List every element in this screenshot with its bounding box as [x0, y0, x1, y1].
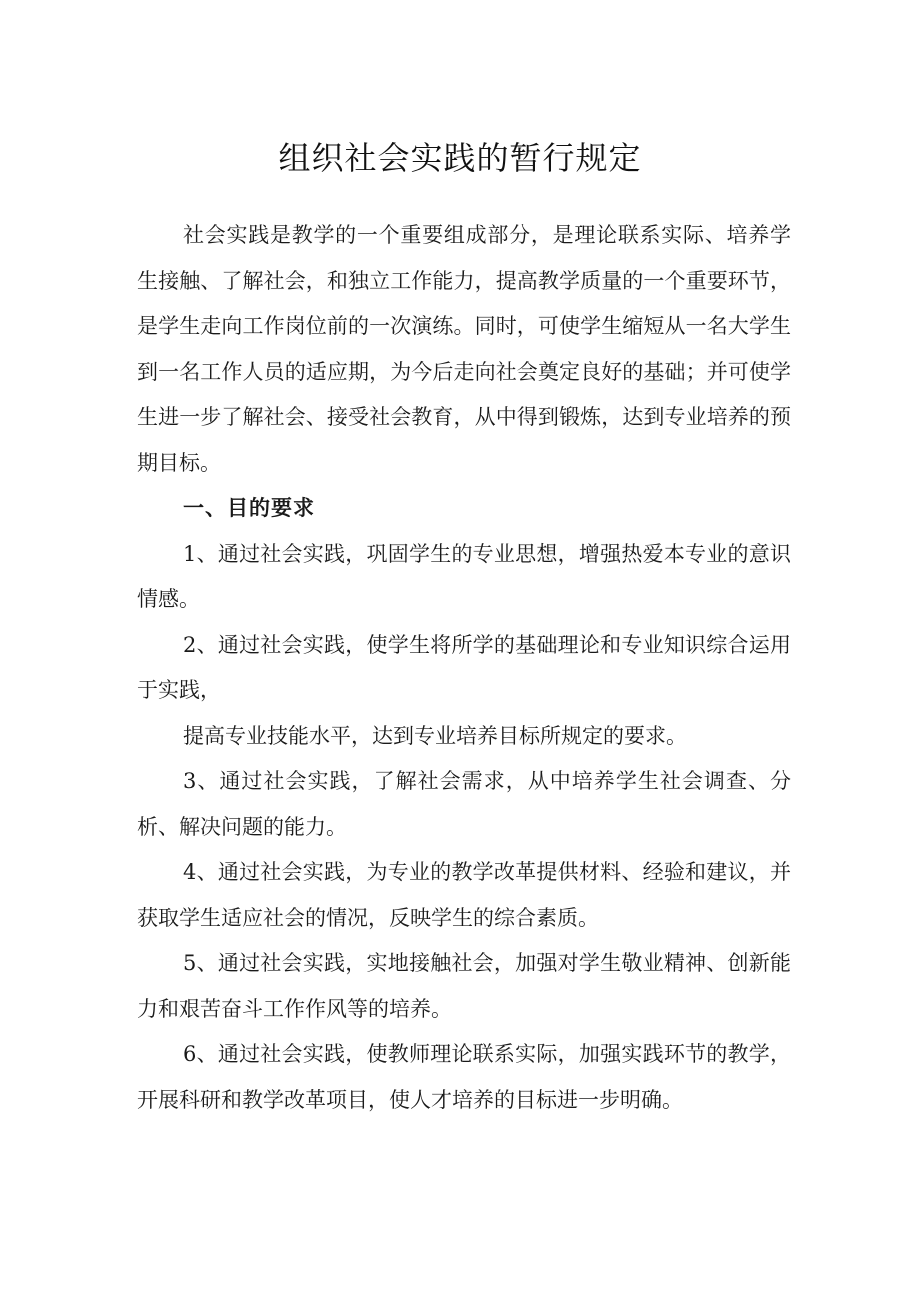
list-item: 2、通过社会实践，使学生将所学的基础理论和专业知识综合运用于实践，: [137, 632, 791, 702]
list-item: 1、通过社会实践，巩固学生的专业思想，增强热爱本专业的意识情感。: [137, 541, 791, 611]
document-title: 组织社会实践的暂行规定: [278, 139, 642, 177]
list-item: 3、通过社会实践，了解社会需求，从中培养学生社会调查、分析、解决问题的能力。: [137, 769, 791, 839]
intro-paragraph: 社会实践是教学的一个重要组成部分，是理论联系实际、培养学生接触、了解社会，和独立工作能力，提高教学质量的一个重要环节，是学生走向工作岗位前的一次演练。同时，可使学生缩短从一名大学生到一名工作人员的适应期，为今后走向社会奠定良好的基础；并可使学生进一步了解社会、接受社会教育，从中得到锻炼，达到专业培养的预期目标。: [137, 223, 791, 475]
list-item: 提高专业技能水平，达到专业培养目标所规定的要求。: [183, 723, 687, 748]
list-item: 5、通过社会实践，实地接触社会，加强对学生敬业精神、创新能力和艰苦奋斗工作作风等的培养。: [137, 951, 791, 1021]
list-item: 4、通过社会实践，为专业的教学改革提供材料、经验和建议，并获取学生适应社会的情况，反映学生的综合素质。: [137, 860, 791, 930]
section-heading: 一、目的要求: [183, 496, 315, 520]
document-body: [137, 213, 791, 1123]
list-item: 6、通过社会实践，使教师理论联系实际，加强实践环节的教学，开展科研和教学改革项目，使人才培养的目标进一步明确。: [137, 1042, 791, 1112]
